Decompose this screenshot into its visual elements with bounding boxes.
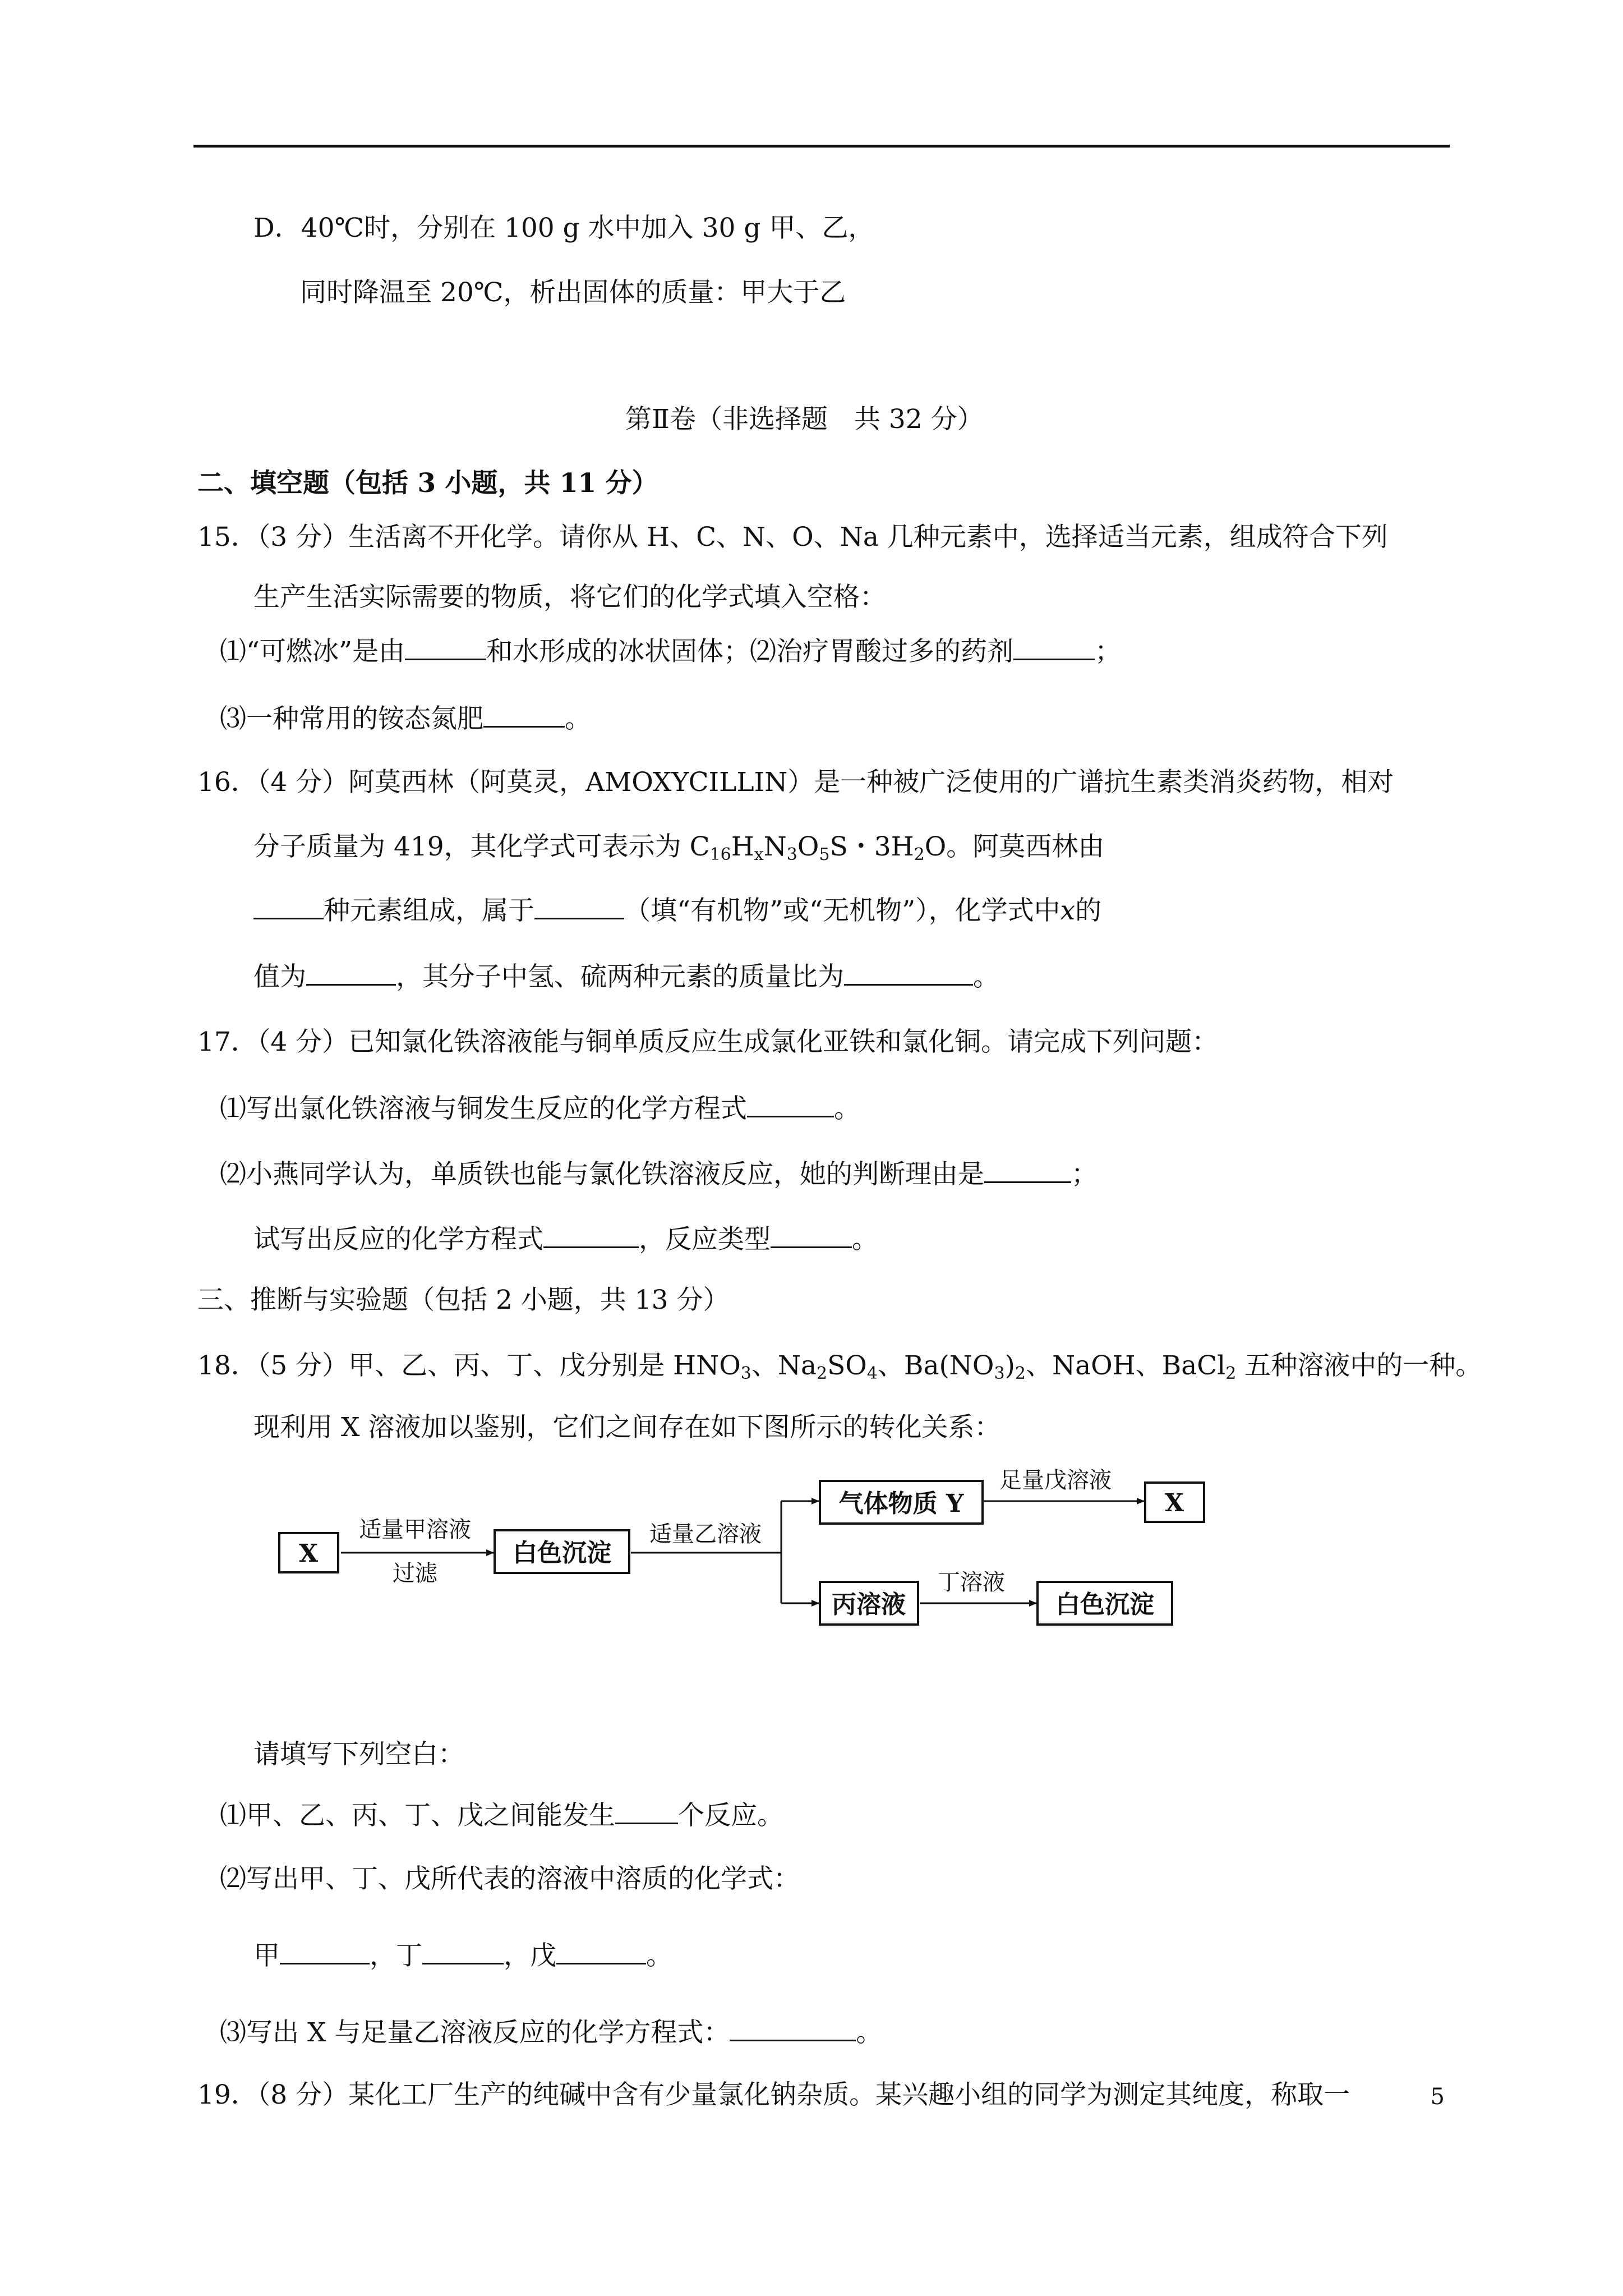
q14-option-d-line2: 同时降温至 20℃，析出固体的质量：甲大于乙 (300, 277, 846, 308)
q18-jia-label: 甲 (253, 1940, 280, 1971)
box-x-right-label: X (1164, 1489, 1184, 1517)
q18-blank-3[interactable] (730, 2015, 856, 2041)
q17-p3-text-a: 试写出反应的化学方程式 (253, 1224, 543, 1255)
arrow-3-top-label: 足量戊溶液 (999, 1467, 1112, 1493)
arrow-4-top-label: 丁溶液 (938, 1570, 1005, 1595)
q18-line1-text-e: ) (1004, 1350, 1015, 1381)
q16-line4-text-a: 值为 (253, 961, 306, 992)
q18-p3-text-a: ⑶写出 X 与足量乙溶液反应的化学方程式： (220, 2017, 730, 2048)
q18-sub-6: 2 (1225, 1364, 1237, 1383)
q15-line2: 生产生活实际需要的物质，将它们的化学式填入空格： (253, 582, 886, 613)
q18-line1-text-c: SO (827, 1350, 867, 1381)
q15-p1-text-b: 和水形成的冰状固体；⑵治疗胃酸过多的药剂 (486, 636, 1014, 667)
q17-p3-text-c: 。 (852, 1224, 878, 1255)
arrow-1-top-label: 适量甲溶液 (359, 1517, 471, 1543)
q17-p1-text-a: ⑴写出氯化铁溶液与铜发生反应的化学方程式 (220, 1093, 747, 1124)
q16-sub-x: x (754, 845, 764, 864)
q14-option-d-line1: D．40℃时，分别在 100 g 水中加入 30 g 甲、乙， (253, 213, 875, 243)
q16-sub-c: 16 (709, 845, 731, 864)
q16-line3-text-b: （填“有机物”或“无机物”），化学式中 (624, 895, 1061, 926)
q18-sub-3: 4 (866, 1364, 878, 1383)
arrow-2-top-label: 适量乙溶液 (649, 1521, 762, 1547)
q18-blank-1[interactable] (615, 1798, 678, 1824)
q16-line2-text-b: S・3H (829, 831, 914, 862)
q18-blank-jia[interactable] (280, 1938, 370, 1964)
q15-line1: 15．（3 分）生活离不开化学。请你从 H、C、N、O、Na 几种元素中，选择适当元素，组成符合下列 (197, 522, 1388, 553)
q17-line1: 17．（4 分）已知氯化铁溶液能与铜单质反应生成氯化亚铁和氯化铜。请完成下列问题： (197, 1027, 1219, 1057)
q18-line2: 现利用 X 溶液加以鉴别，它们之间存在如下图所示的转化关系： (253, 1412, 1001, 1443)
q18-line1-text-f: 、NaOH、BaCl (1026, 1350, 1226, 1381)
part2-title: 第Ⅱ卷（非选择题 共 32 分） (625, 404, 984, 435)
q18-part3 (220, 2015, 882, 2050)
q18-line1-text-g: 五种溶液中的一种。 (1236, 1350, 1482, 1381)
q17-p2-text-a: ⑵小燕同学认为，单质铁也能与氯化铁溶液反应，她的判断理由是 (220, 1159, 984, 1190)
box-white-precipitate-2-label: 白色沉淀 (1055, 1590, 1154, 1619)
q18-prompt: 请填写下列空白： (253, 1739, 464, 1770)
q16-line3-text-c: 的 (1075, 895, 1102, 926)
q16-x-variable: x (1060, 895, 1076, 926)
q16-sub-o: 5 (819, 845, 830, 864)
q17-p1-text-b: 。 (834, 1093, 860, 1124)
q18-wu-label: ，戊 (504, 1940, 556, 1971)
q18-line1-text-b: 、Na (751, 1350, 817, 1381)
q16-sub-n: 3 (786, 845, 797, 864)
q18-p3-text-b: 。 (856, 2017, 883, 2048)
q18-blank-wu[interactable] (556, 1938, 646, 1964)
q16-line4-text-b: ，其分子中氢、硫两种元素的质量比为 (396, 961, 844, 992)
section3-title: 三、推断与实验题（包括 2 小题，共 13 分） (197, 1285, 730, 1315)
q18-blank-ding[interactable] (422, 1938, 504, 1964)
q17-p2-text-b: ； (1071, 1159, 1098, 1190)
q18-ding-label: ，丁 (370, 1940, 422, 1971)
box-x-left-label: X (298, 1539, 319, 1568)
q18-p2-end: 。 (646, 1940, 672, 1971)
box-gas-y-label: 气体物质 Y (838, 1489, 964, 1518)
q18-part1 (220, 1798, 783, 1833)
q18-sub-1: 3 (740, 1364, 751, 1383)
q16-line4-text-c: 。 (973, 961, 999, 992)
q16-sub-h: 2 (914, 845, 925, 864)
q16-line3-text-a: 种元素组成，属于 (324, 895, 534, 926)
q18-part2: ⑵写出甲、丁、戊所代表的溶液中溶质的化学式： (220, 1864, 800, 1894)
q15-p1-text-a: ⑴“可燃冰”是由 (220, 636, 405, 667)
q15-p1-text-c: ； (1095, 636, 1122, 667)
q17-p3-text-b: ，反应类型 (639, 1224, 771, 1255)
arrow-1-bottom-label: 过滤 (393, 1561, 437, 1586)
q18-line1-text-d: 、Ba(NO (877, 1350, 994, 1381)
q16-line2-text-a: 分子质量为 419，其化学式可表示为 C (253, 831, 710, 862)
q18-line1-text-a: 18．（5 分）甲、乙、丙、丁、戊分别是 HNO (197, 1350, 741, 1381)
q16-o: O (797, 831, 819, 862)
q15-p3-text-b: 。 (565, 703, 591, 734)
q18-sub-2: 2 (816, 1364, 828, 1383)
q16-h: H (731, 831, 754, 862)
box-white-precipitate-1-label: 白色沉淀 (513, 1539, 611, 1567)
q16-line2-text-c: O。阿莫西林由 (924, 831, 1105, 862)
box-bing-solution-label: 丙溶液 (832, 1590, 906, 1619)
q18-sub-5: 2 (1015, 1364, 1026, 1383)
q18-part2-answers (253, 1938, 672, 1973)
q18-p1-text-b: 个反应。 (678, 1800, 783, 1831)
section2-title: 二、填空题（包括 3 小题，共 11 分） (197, 468, 658, 499)
q16-line1: 16．（4 分）阿莫西林（阿莫灵，AMOXYCILLIN）是一种被广泛使用的广谱抗生素类消炎药物，相对 (197, 767, 1394, 798)
q15-p3-text-a: ⑶一种常用的铵态氮肥 (220, 703, 483, 734)
q18-sub-4: 3 (994, 1364, 1005, 1383)
q19-line1: 19．（8 分）某化工厂生产的纯碱中含有少量氯化钠杂质。某兴趣小组的同学为测定其纯度，称取一 (197, 2079, 1350, 2110)
page-number: 5 (1430, 2084, 1445, 2110)
q18-p1-text-a: ⑴甲、乙、丙、丁、戊之间能发生 (220, 1800, 615, 1831)
q16-n: N (763, 831, 787, 862)
